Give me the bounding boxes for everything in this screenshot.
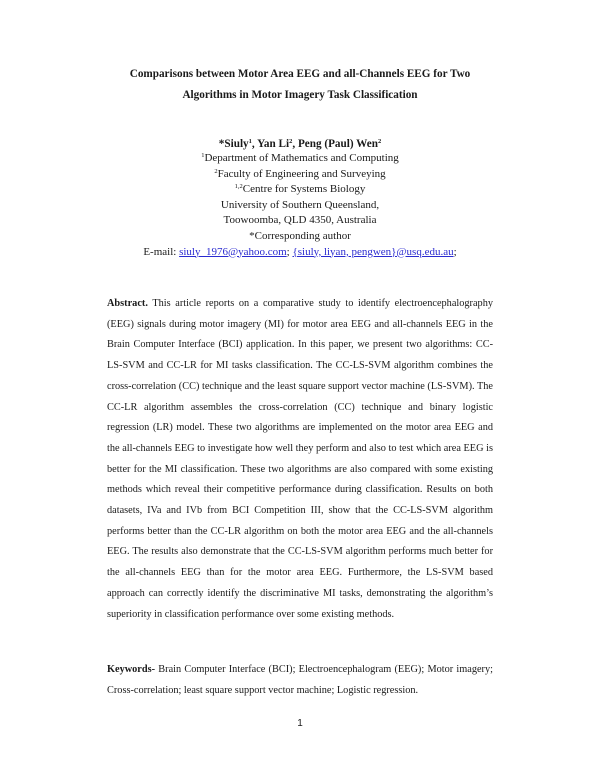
author-3-affil: 2 <box>377 138 382 145</box>
affiliation-dept3-sup: 1,2 <box>234 183 243 191</box>
title-line-1: Comparisons between Motor Area EEG and all-Channels EEG for Two <box>129 68 471 80</box>
corresponding-author-note: *Corresponding author <box>249 229 351 242</box>
paper-title <box>60 64 540 106</box>
author-2-affil: 2 <box>289 138 293 145</box>
affiliation-dept2-sup: 2 <box>214 167 218 175</box>
title-line-2: Algorithms in Motor Imagery Task Classification <box>182 89 418 101</box>
affiliation-dept3: $^{1,2}$Centre for Systems Biology <box>234 183 366 196</box>
affiliation-address: Toowoomba, QLD 4350, Australia <box>223 214 377 227</box>
affiliations <box>60 151 540 260</box>
affiliation-university: University of Southern Queensland, <box>220 198 380 211</box>
email-link-2[interactable]: {siuly, liyan, pengwen}@usq.edu.au <box>292 245 454 258</box>
abstract-text: This article reports on a comparative study to identify electroencephalography (EEG) signals during motor imagery (MI) for motor area EEG and all-channels EEG in the Brain Computer Interface (BCI) application. In this paper, we present two algorithms: CC-LS-SVM and CC-LR for MI tasks classification. The CC-LS-SVM algorithm combines the cross-correlation (CC) technique and the least square support vector machine (LS-SVM). The CC-LR algorithm assembles the cross-correlation (CC) technique and binary logistic regression (LR) model. These two algorithms are implemented on the motor area EEG and the all-channels EEG to investigate how well they perform and also to test which area EEG is better for the MI classification. These two algorithms are also compared with some existing methods which reveal their competitive performance during classification. Results on both datasets, IVa and IVb from BCI Competition III, show that the CC-LS-SVM algorithm performs better than the CC-LR algorithm on both the motor area EEG and the all-channels EEG. The results also demonstrate that the CC-LS-SVM algorithm performs much better for the all-channels EEG than for the motor area EEG. Furthermore, the LS-SVM based approach can correctly identify the discriminative MI tasks, demonstrating the algorithm’s superiority in classification performance over some existing methods. <box>107 298 493 620</box>
author-2-name: , Yan Li <box>251 138 290 150</box>
abstract-section <box>107 294 493 625</box>
page-number: 1 <box>297 718 303 729</box>
author-1-affil: 1 <box>248 138 252 145</box>
affiliation-dept2: $^2$Faculty of Engineering and Surveying <box>214 167 386 180</box>
email-line: E-mail: siuly_1976@yahoo.com; {siuly, liyan, pengwen}@usq.edu.au; <box>143 245 457 258</box>
keywords-text: Brain Computer Interface (BCI); Electroencephalogram (EEG); Motor imagery; Cross-correlation; least square support vector machine; Logistic regression. <box>107 664 493 696</box>
author-3-name: , Peng (Paul) Wen <box>292 138 378 150</box>
author-list <box>60 136 540 152</box>
keywords-section <box>107 660 493 701</box>
email-link-1[interactable]: siuly_1976@yahoo.com <box>179 245 287 258</box>
abstract-label: Abstract. <box>107 298 148 309</box>
affiliation-dept1: $^1$Department of Mathematics and Computing <box>201 152 399 164</box>
keywords-label: Keywords- <box>107 664 156 675</box>
author-1-name: *Siuly <box>218 138 249 150</box>
affiliation-dept1-sup: 1 <box>201 152 205 159</box>
